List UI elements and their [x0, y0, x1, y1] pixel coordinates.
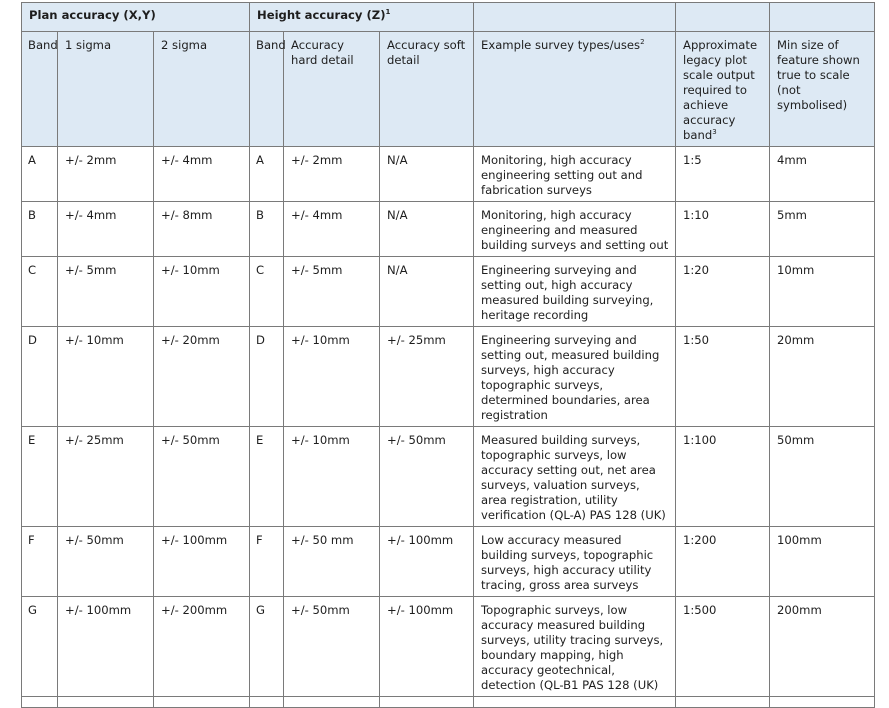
footnote-marker: 1	[385, 8, 391, 17]
cell-min-size: 200mm	[770, 597, 875, 697]
cell-empty	[154, 697, 250, 708]
cell-hard-detail: +/- 10mm	[284, 427, 380, 527]
cell-survey-types: Measured building surveys, topographic surveys, low accuracy setting out, net area surveys, valuation surveys, area registration, utility verification (QL-A) PAS 128 (UK)	[474, 427, 676, 527]
cell-1-sigma: +/- 2mm	[58, 147, 154, 202]
table-row	[22, 597, 875, 697]
cell-hard-detail: +/- 50mm	[284, 597, 380, 697]
cell-plot-scale: 1:100	[676, 427, 770, 527]
cell-survey-types: Monitoring, high accuracy engineering and measured building surveys and setting out	[474, 202, 676, 257]
height-accuracy-header: Height accuracy $(Z)^1$	[250, 3, 474, 32]
cell-empty	[676, 697, 770, 708]
col-hard-detail: Accuracy hard detail	[284, 32, 380, 147]
cell-soft-detail: N/A	[380, 147, 474, 202]
cell-band: C	[22, 257, 58, 327]
cell-band: E	[22, 427, 58, 527]
header-column-row	[22, 32, 875, 147]
cell-height-band: E	[250, 427, 284, 527]
cell-hard-detail: +/- 10mm	[284, 327, 380, 427]
table-row	[22, 327, 875, 427]
col-min-size: Min size of feature shown true to scale (not symbolised)	[770, 32, 875, 147]
cell-min-size: 5mm	[770, 202, 875, 257]
cell-min-size: 100mm	[770, 527, 875, 597]
cell-empty	[284, 697, 380, 708]
cell-empty	[58, 697, 154, 708]
cell-2-sigma: +/- 10mm	[154, 257, 250, 327]
cell-hard-detail: +/- 4mm	[284, 202, 380, 257]
cell-2-sigma: +/- 100mm	[154, 527, 250, 597]
table-row	[22, 257, 875, 327]
cell-survey-types: Monitoring, high accuracy engineering setting out and fabrication surveys	[474, 147, 676, 202]
cell-plot-scale: 1:5	[676, 147, 770, 202]
table-row	[22, 527, 875, 597]
cell-height-band: F	[250, 527, 284, 597]
cell-min-size: 10mm	[770, 257, 875, 327]
cell-empty	[770, 697, 875, 708]
cell-survey-types: Engineering surveying and setting out, measured building surveys, high accuracy topographic surveys, determined boundaries, area registration	[474, 327, 676, 427]
cell-min-size: 50mm	[770, 427, 875, 527]
table-row	[22, 147, 875, 202]
cell-band: B	[22, 202, 58, 257]
table-row	[22, 202, 875, 257]
cell-survey-types: Topographic surveys, low accuracy measured building surveys, utility tracing surveys, boundary mapping, high accuracy geotechnical, detection (QL-B1 PAS 128 (UK)	[474, 597, 676, 697]
cell-hard-detail: +/- 5mm	[284, 257, 380, 327]
header-blank-uses	[474, 3, 676, 32]
cell-plot-scale: 1:10	[676, 202, 770, 257]
cell-soft-detail: N/A	[380, 257, 474, 327]
header-blank-min	[770, 3, 875, 32]
col-height-band: Band	[250, 32, 284, 147]
header-blank-scale	[676, 3, 770, 32]
cell-height-band: C	[250, 257, 284, 327]
col-survey-types: Example survey types/uses$^2$	[474, 32, 676, 147]
cell-hard-detail: +/- 2mm	[284, 147, 380, 202]
cell-band: D	[22, 327, 58, 427]
cell-empty	[250, 697, 284, 708]
cell-plot-scale: 1:50	[676, 327, 770, 427]
cell-2-sigma: +/- 4mm	[154, 147, 250, 202]
plan-accuracy-header: Plan accuracy (X,Y)	[22, 3, 250, 32]
cell-band: F	[22, 527, 58, 597]
col-1-sigma: 1 sigma	[58, 32, 154, 147]
cell-soft-detail: +/- 100mm	[380, 597, 474, 697]
cell-soft-detail: +/- 100mm	[380, 527, 474, 597]
cell-soft-detail: N/A	[380, 202, 474, 257]
cell-empty	[380, 697, 474, 708]
survey-accuracy-table	[21, 2, 875, 708]
footnote-marker: 3	[712, 128, 717, 137]
cell-empty	[474, 697, 676, 708]
cell-min-size: 4mm	[770, 147, 875, 202]
cell-1-sigma: +/- 5mm	[58, 257, 154, 327]
cell-survey-types: Engineering surveying and setting out, high accuracy measured building surveying, heritage recording	[474, 257, 676, 327]
cell-height-band: D	[250, 327, 284, 427]
header-group-row	[22, 3, 875, 32]
cell-1-sigma: +/- 4mm	[58, 202, 154, 257]
col-plan-band: Band	[22, 32, 58, 147]
cell-plot-scale: 1:20	[676, 257, 770, 327]
col-2-sigma: 2 sigma	[154, 32, 250, 147]
cell-height-band: B	[250, 202, 284, 257]
cell-1-sigma: +/- 25mm	[58, 427, 154, 527]
table-row-partial	[22, 697, 875, 708]
cell-height-band: A	[250, 147, 284, 202]
cell-2-sigma: +/- 8mm	[154, 202, 250, 257]
cell-plot-scale: 1:200	[676, 527, 770, 597]
cell-band: A	[22, 147, 58, 202]
cell-1-sigma: +/- 100mm	[58, 597, 154, 697]
footnote-marker: 2	[640, 38, 645, 47]
cell-2-sigma: +/- 200mm	[154, 597, 250, 697]
cell-1-sigma: +/- 50mm	[58, 527, 154, 597]
cell-survey-types: Low accuracy measured building surveys, topographic surveys, high accuracy utility tracing, gross area surveys	[474, 527, 676, 597]
col-soft-detail: Accuracy soft detail	[380, 32, 474, 147]
cell-2-sigma: +/- 20mm	[154, 327, 250, 427]
cell-soft-detail: +/- 25mm	[380, 327, 474, 427]
cell-min-size: 20mm	[770, 327, 875, 427]
cell-empty	[22, 697, 58, 708]
cell-1-sigma: +/- 10mm	[58, 327, 154, 427]
cell-height-band: G	[250, 597, 284, 697]
table-row	[22, 427, 875, 527]
cell-soft-detail: +/- 50mm	[380, 427, 474, 527]
cell-plot-scale: 1:500	[676, 597, 770, 697]
cell-band: G	[22, 597, 58, 697]
cell-2-sigma: +/- 50mm	[154, 427, 250, 527]
col-plot-scale: Approximate legacy plot scale output required to achieve accuracy band$^3$	[676, 32, 770, 147]
cell-hard-detail: +/- 50 mm	[284, 527, 380, 597]
